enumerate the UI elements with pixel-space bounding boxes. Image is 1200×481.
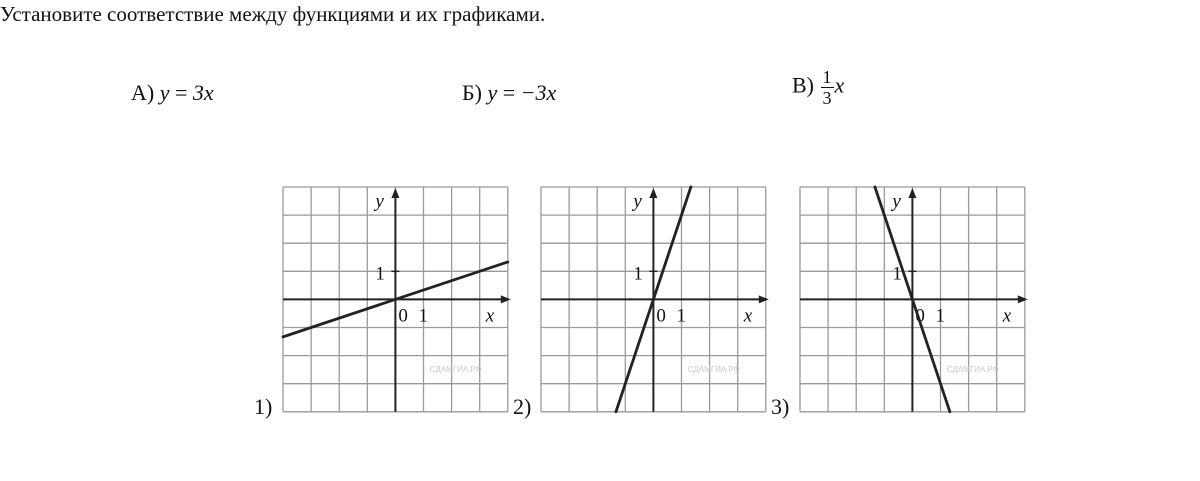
watermark: СДАМГИА.РФ	[946, 364, 999, 374]
watermark: СДАМГИА.РФ	[429, 364, 482, 374]
graph-2-number: 2)	[513, 394, 532, 419]
x-axis-arrow	[501, 295, 511, 303]
option-c-fraction	[821, 68, 834, 107]
y-axis-label: y	[892, 191, 901, 212]
y-axis-arrow	[649, 188, 657, 198]
task-instruction: Установите соответствие между функциями и их графиками.	[0, 2, 546, 26]
y-axis-label: y	[633, 191, 642, 212]
option-b-letter: Б)	[462, 80, 482, 105]
option-c-var: x	[834, 72, 845, 98]
option-c-denominator: 3	[822, 88, 832, 108]
x-axis-arrow	[759, 295, 769, 303]
watermark: СДАМГИА.РФ	[687, 364, 740, 374]
graph-1-number: 1)	[254, 394, 273, 419]
x-unit-label: 1	[676, 305, 686, 327]
origin-label: 0	[915, 305, 925, 327]
option-c-letter: В)	[792, 72, 814, 98]
option-a-letter: А)	[131, 80, 155, 105]
x-axis-label: x	[743, 305, 753, 327]
x-axis-arrow	[1018, 295, 1028, 303]
y-unit-label: 1	[892, 263, 902, 285]
origin-label: 0	[656, 305, 666, 327]
option-a-lhs: y	[159, 80, 170, 105]
graph-1	[283, 187, 509, 412]
y-axis-arrow	[391, 188, 399, 198]
option-a-rhs: 3x	[192, 80, 214, 105]
option-a	[131, 80, 214, 106]
graph-3-number: 3)	[771, 394, 790, 419]
x-axis-label: x	[485, 305, 495, 327]
option-b-eq: =	[497, 80, 521, 105]
option-a-eq: =	[169, 80, 193, 105]
graph-3	[800, 187, 1026, 412]
option-c-numerator: 1	[822, 67, 832, 87]
y-axis-arrow	[908, 188, 916, 198]
graph-2	[541, 187, 767, 412]
x-unit-label: 1	[418, 305, 428, 327]
option-c	[792, 68, 844, 107]
y-unit-label: 1	[375, 263, 385, 285]
x-axis-label: x	[1002, 305, 1012, 327]
x-unit-label: 1	[935, 305, 945, 327]
option-b-rhs: −3x	[520, 80, 557, 105]
option-b	[462, 80, 556, 106]
y-unit-label: 1	[633, 263, 643, 285]
y-axis-label: y	[375, 191, 384, 212]
origin-label: 0	[398, 305, 408, 327]
option-b-lhs: y	[487, 80, 498, 105]
